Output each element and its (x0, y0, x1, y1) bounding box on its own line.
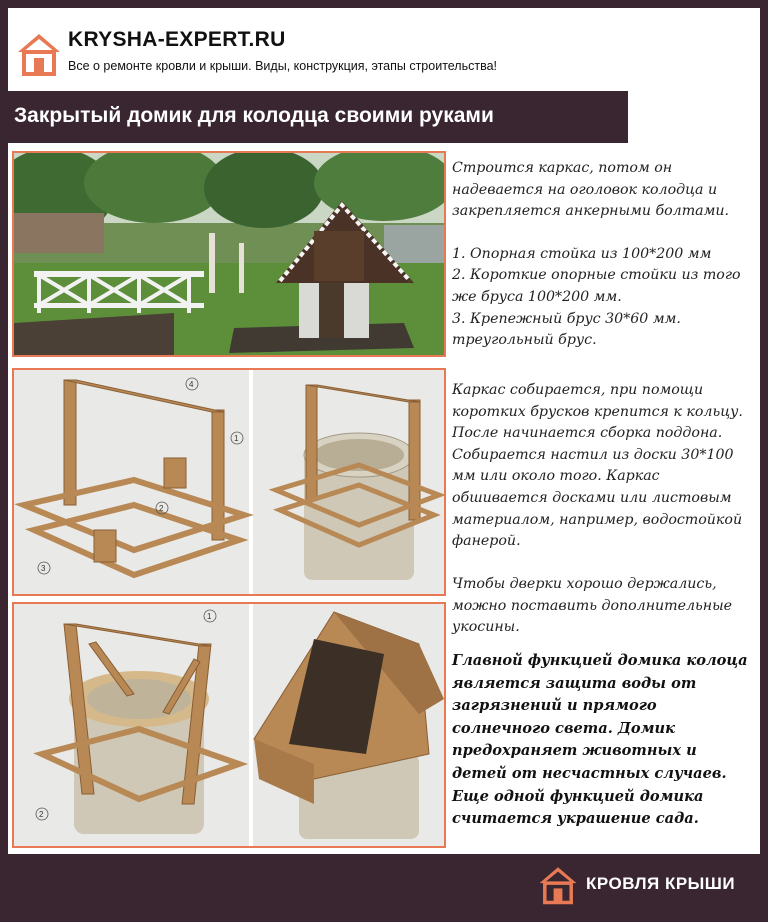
site-header (8, 8, 760, 90)
site-name[interactable]: KRYSHA-EXPERT.RU (68, 28, 286, 51)
parts-list (452, 244, 756, 352)
intro-text-block (452, 158, 756, 352)
callout-4: 4 (189, 380, 194, 389)
part-item-2: 2. Короткие опорные стойки из того же бруса 100*200 мм. (452, 267, 741, 305)
assembly-text: Каркас собирается, при помощи коротких брусков крепится к кольцу. После начинается сборка поддона. Собирается настил из доски 30*100 мм или около того. Каркас обшивается досками или листовым материалом, например, водостойкой фанерой. (452, 382, 743, 550)
part-item-1: 1. Опорная стойка из 100*200 мм (452, 245, 712, 262)
callout-1: 1 (234, 434, 239, 443)
page-title: Закрытый домик для колодца своими руками (14, 104, 494, 127)
house-logo-icon (14, 28, 64, 78)
part-item-3: 3. Крепежный брус 30*60 мм. треугольный брус. (452, 310, 681, 349)
roof-callout-2: 2 (39, 810, 44, 819)
intro-text: Строится каркас, потом он надевается на оголовок колодца и закрепляется анкерными болтами. (452, 160, 730, 220)
title-bar (8, 91, 628, 143)
roof-diagram (12, 602, 446, 848)
site-tagline: Все о ремонте кровли и крыши. Виды, конструкция, этапы строительства! (68, 59, 498, 73)
house-logo-icon (536, 862, 580, 906)
callout-2: 2 (159, 504, 164, 513)
assembly-text-block (452, 380, 756, 553)
function-text: Главной функцией домика колоца является защита воды от загрязнений и прямого солнечного света. Домик предохраняет животных и детей от несчастных случаев. Еще одной функцией домика считается украшение сада. (452, 652, 748, 828)
function-text-block (452, 650, 756, 831)
roof-callout-1: 1 (207, 612, 212, 621)
page (8, 8, 760, 854)
doors-text-block (452, 574, 756, 639)
doors-text: Чтобы дверки хорошо держались, можно поставить дополнительные укосины. (452, 576, 733, 636)
footer-brand[interactable]: КРОВЛЯ КРЫШИ (586, 874, 736, 893)
callout-3: 3 (41, 564, 46, 573)
frame-diagram (12, 368, 446, 596)
well-house-photo (12, 151, 446, 357)
